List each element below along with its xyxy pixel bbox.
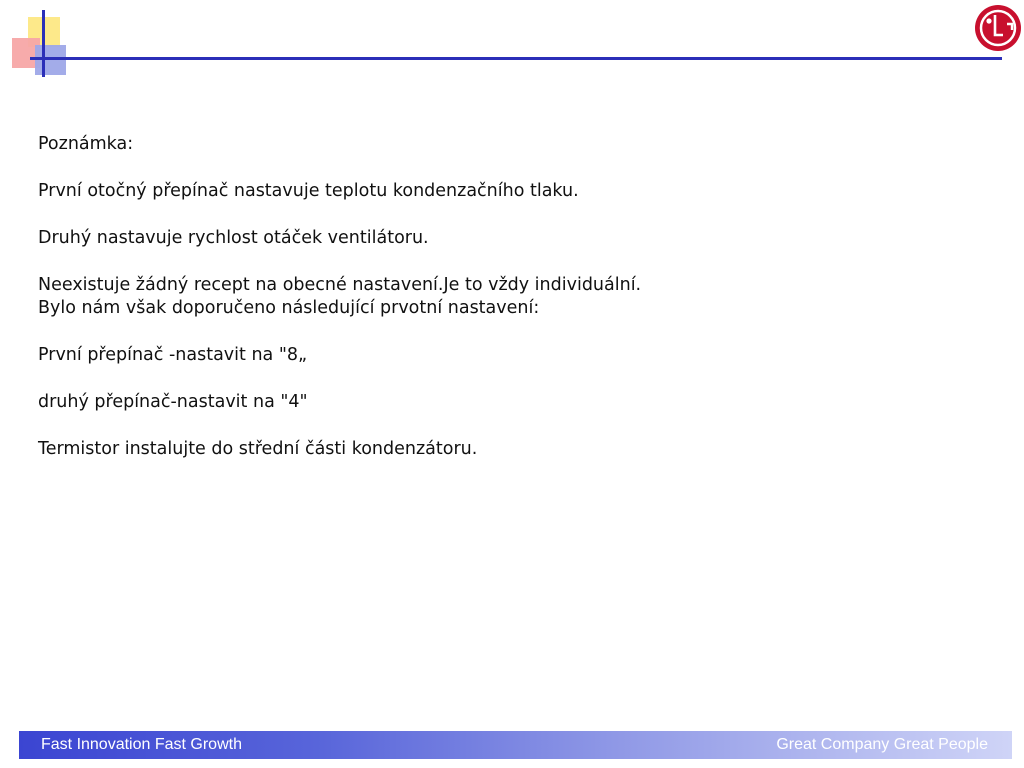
note-heading: Poznámka: <box>38 134 134 154</box>
text-line-no-recipe: Neexistuje žádný recept na obecné nastavení.Je to vždy individuální. <box>38 275 642 295</box>
text-line-second-setting: druhý přepínač-nastavit na "4" <box>38 392 308 412</box>
header-rule <box>30 57 1002 60</box>
lg-logo-icon <box>973 3 1023 53</box>
footer-bar <box>19 731 1012 759</box>
text-line-recommended: Bylo nám však doporučeno následující prvotní nastavení: <box>38 298 540 318</box>
footer-slogan-left: Fast Innovation Fast Growth <box>41 736 242 753</box>
text-line-first-switch: První otočný přepínač nastavuje teplotu kondenzačního tlaku. <box>38 181 579 201</box>
decorative-vertical-line <box>42 10 45 77</box>
text-line-second-switch: Druhý nastavuje rychlost otáček ventilátoru. <box>38 228 429 248</box>
decorative-square-blue <box>35 45 66 75</box>
footer-slogan-right: Great Company Great People <box>776 736 988 753</box>
text-line-thermistor: Termistor instalujte do střední části kondenzátoru. <box>38 439 478 459</box>
text-line-first-setting: První přepínač -nastavit na "8„ <box>38 345 308 365</box>
slide-content <box>38 133 938 461</box>
